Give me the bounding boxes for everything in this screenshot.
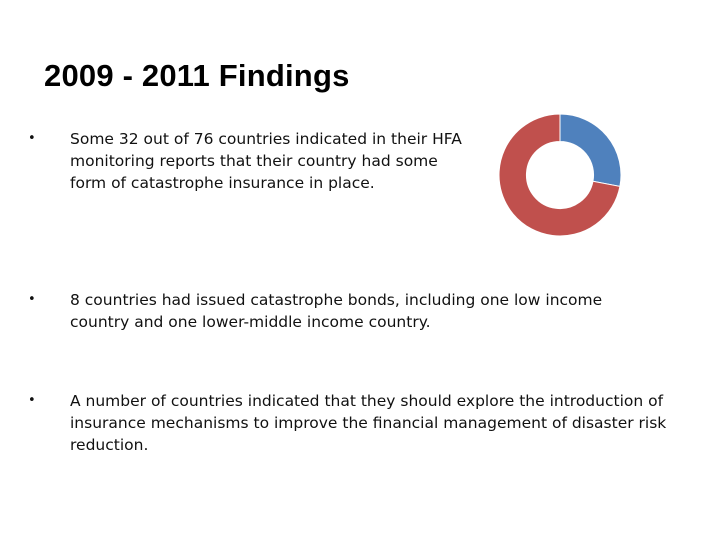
- bullet-text: 8 countries had issued catastrophe bonds, including one low income country and one lower-middle income country.: [70, 291, 603, 331]
- bullet-text: Some 32 out of 76 countries indicated in their HFA monitoring reports that their country had some form of catastrophe insurance in place.: [70, 130, 462, 192]
- bullet-marker: •: [28, 393, 36, 408]
- bullet-marker: •: [28, 131, 36, 146]
- slide-title: 2009 - 2011 Findings: [44, 58, 350, 93]
- bullet-item: [28, 390, 708, 456]
- donut-chart: [495, 112, 625, 238]
- bullet-item: [28, 289, 648, 333]
- donut-slice-1: [560, 114, 621, 186]
- bullet-text: A number of countries indicated that they should explore the introduction of insurance mechanisms to improve the financial management of disaster risk reduction.: [70, 392, 667, 454]
- bullet-marker: •: [28, 292, 36, 307]
- bullet-item: [28, 128, 468, 194]
